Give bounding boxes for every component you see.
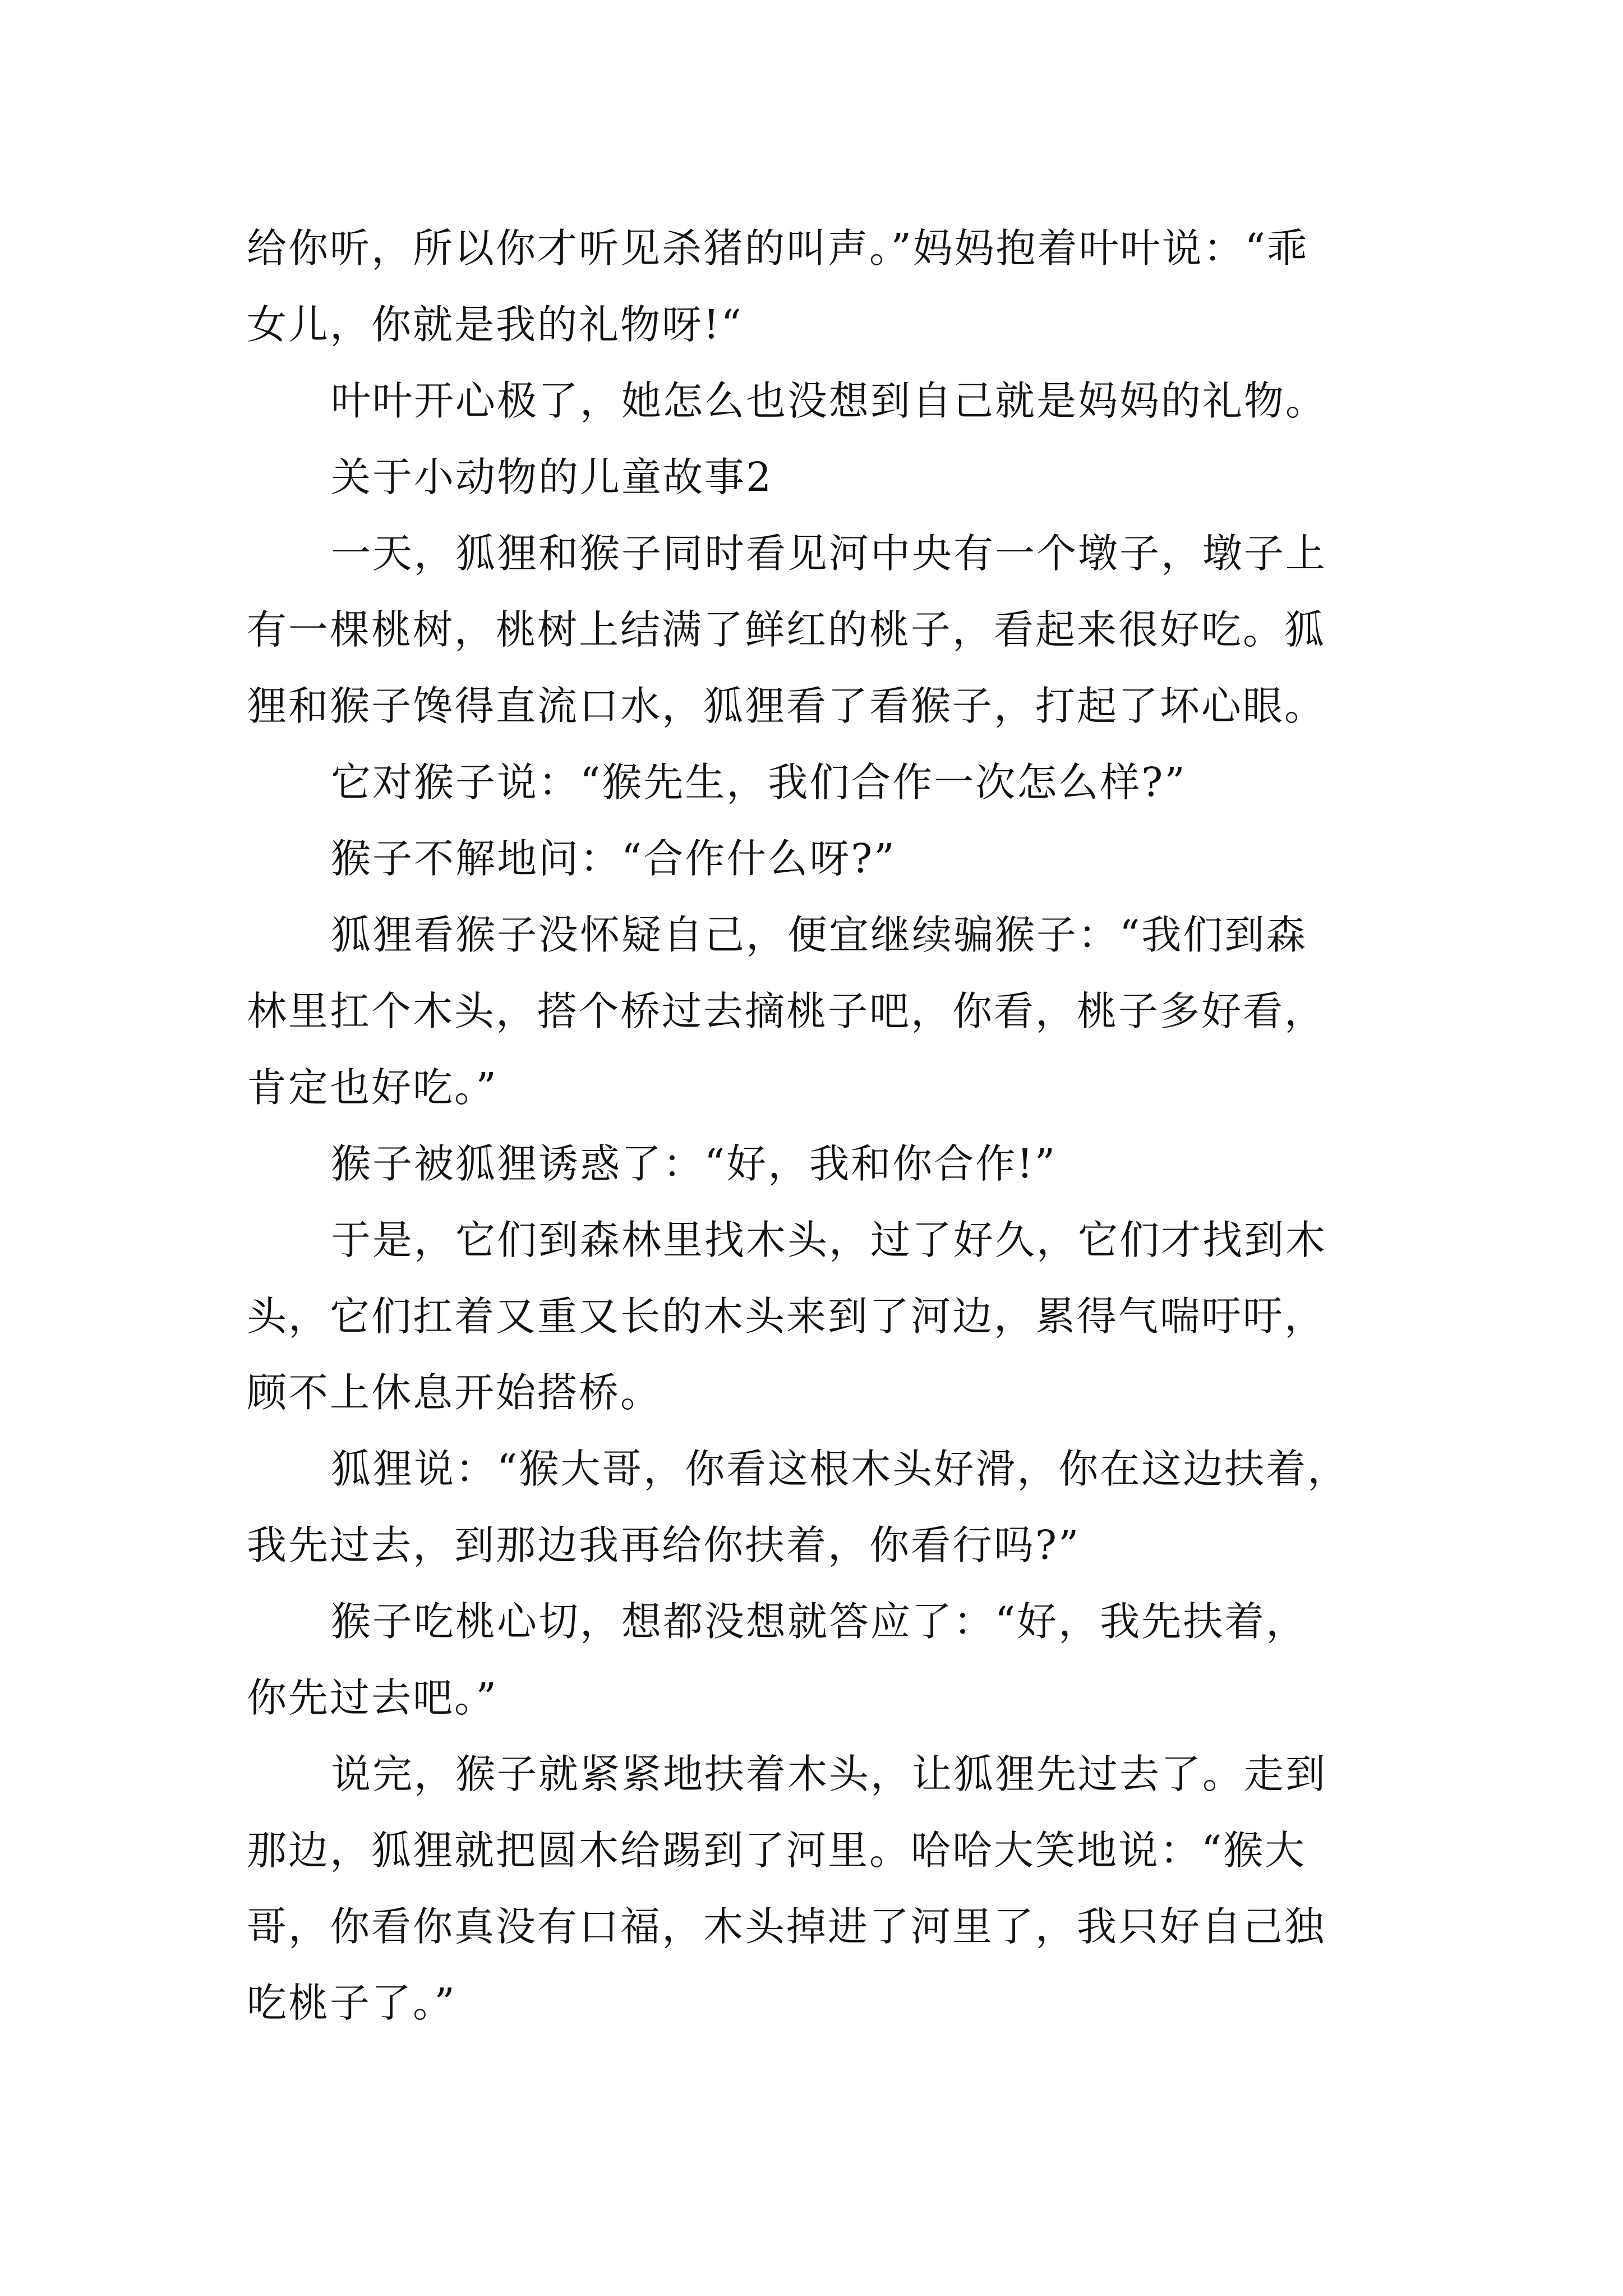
text-line: 你先过去吧。” (247, 1674, 498, 1721)
text-line: 说完，猴子就紧紧地扶着木头，让狐狸先过去了。走到 (331, 1751, 1327, 1797)
text-line: 它对猴子说：“猴先生，我们合作一次怎么样?” (331, 759, 1187, 806)
text-line: 哥，你看你真没有口福，木头掉进了河里了，我只好自己独 (247, 1903, 1326, 1950)
text-line: 于是，它们到森林里找木头，过了好久，它们才找到木 (331, 1217, 1327, 1263)
text-line: 顾不上休息开始搭桥。 (247, 1369, 662, 1416)
text-line: 有一棵桃树，桃树上结满了鲜红的桃子，看起来很好吃。狐 (247, 606, 1326, 653)
text-line: 林里扛个木头，搭个桥过去摘桃子吧，你看，桃子多好看， (247, 988, 1326, 1034)
story-heading: 关于小动物的儿童故事2 (331, 454, 773, 500)
text-line: 那边，狐狸就把圆木给踢到了河里。哈哈大笑地说：“猴大 (247, 1827, 1307, 1874)
text-line: 头，它们扛着又重又长的木头来到了河边，累得气喘吁吁， (247, 1293, 1326, 1340)
text-line: 猴子被狐狸诱惑了：“好，我和你合作!” (331, 1140, 1057, 1187)
text-line: 一天，狐狸和猴子同时看见河中央有一个墩子，墩子上 (331, 530, 1327, 577)
text-line: 肯定也好吃。” (247, 1064, 498, 1111)
text-line: 叶叶开心极了，她怎么也没想到自己就是妈妈的礼物。 (331, 378, 1327, 424)
text-line: 狐狸说：“猴大哥，你看这根木头好滑，你在这边扶着， (331, 1446, 1349, 1492)
text-line: 女儿，你就是我的礼物呀!“ (247, 301, 743, 348)
text-line: 我先过去，到那边我再给你扶着，你看行吗?” (247, 1522, 1081, 1568)
text-line: 给你听，所以你才听见杀猪的叫声。”妈妈抱着叶叶说：“乖 (247, 225, 1309, 272)
text-line: 猴子吃桃心切，想都没想就答应了：“好，我先扶着， (331, 1598, 1308, 1645)
text-line: 狸和猴子馋得直流口水，狐狸看了看猴子，打起了坏心眼。 (247, 683, 1326, 729)
text-line: 吃桃子了。” (247, 1980, 457, 2026)
text-line: 狐狸看猴子没怀疑自己，便宜继续骗猴子：“我们到森 (331, 912, 1308, 958)
story-text (247, 210, 1396, 2041)
text-line: 猴子不解地问：“合作什么呀?” (331, 835, 896, 882)
